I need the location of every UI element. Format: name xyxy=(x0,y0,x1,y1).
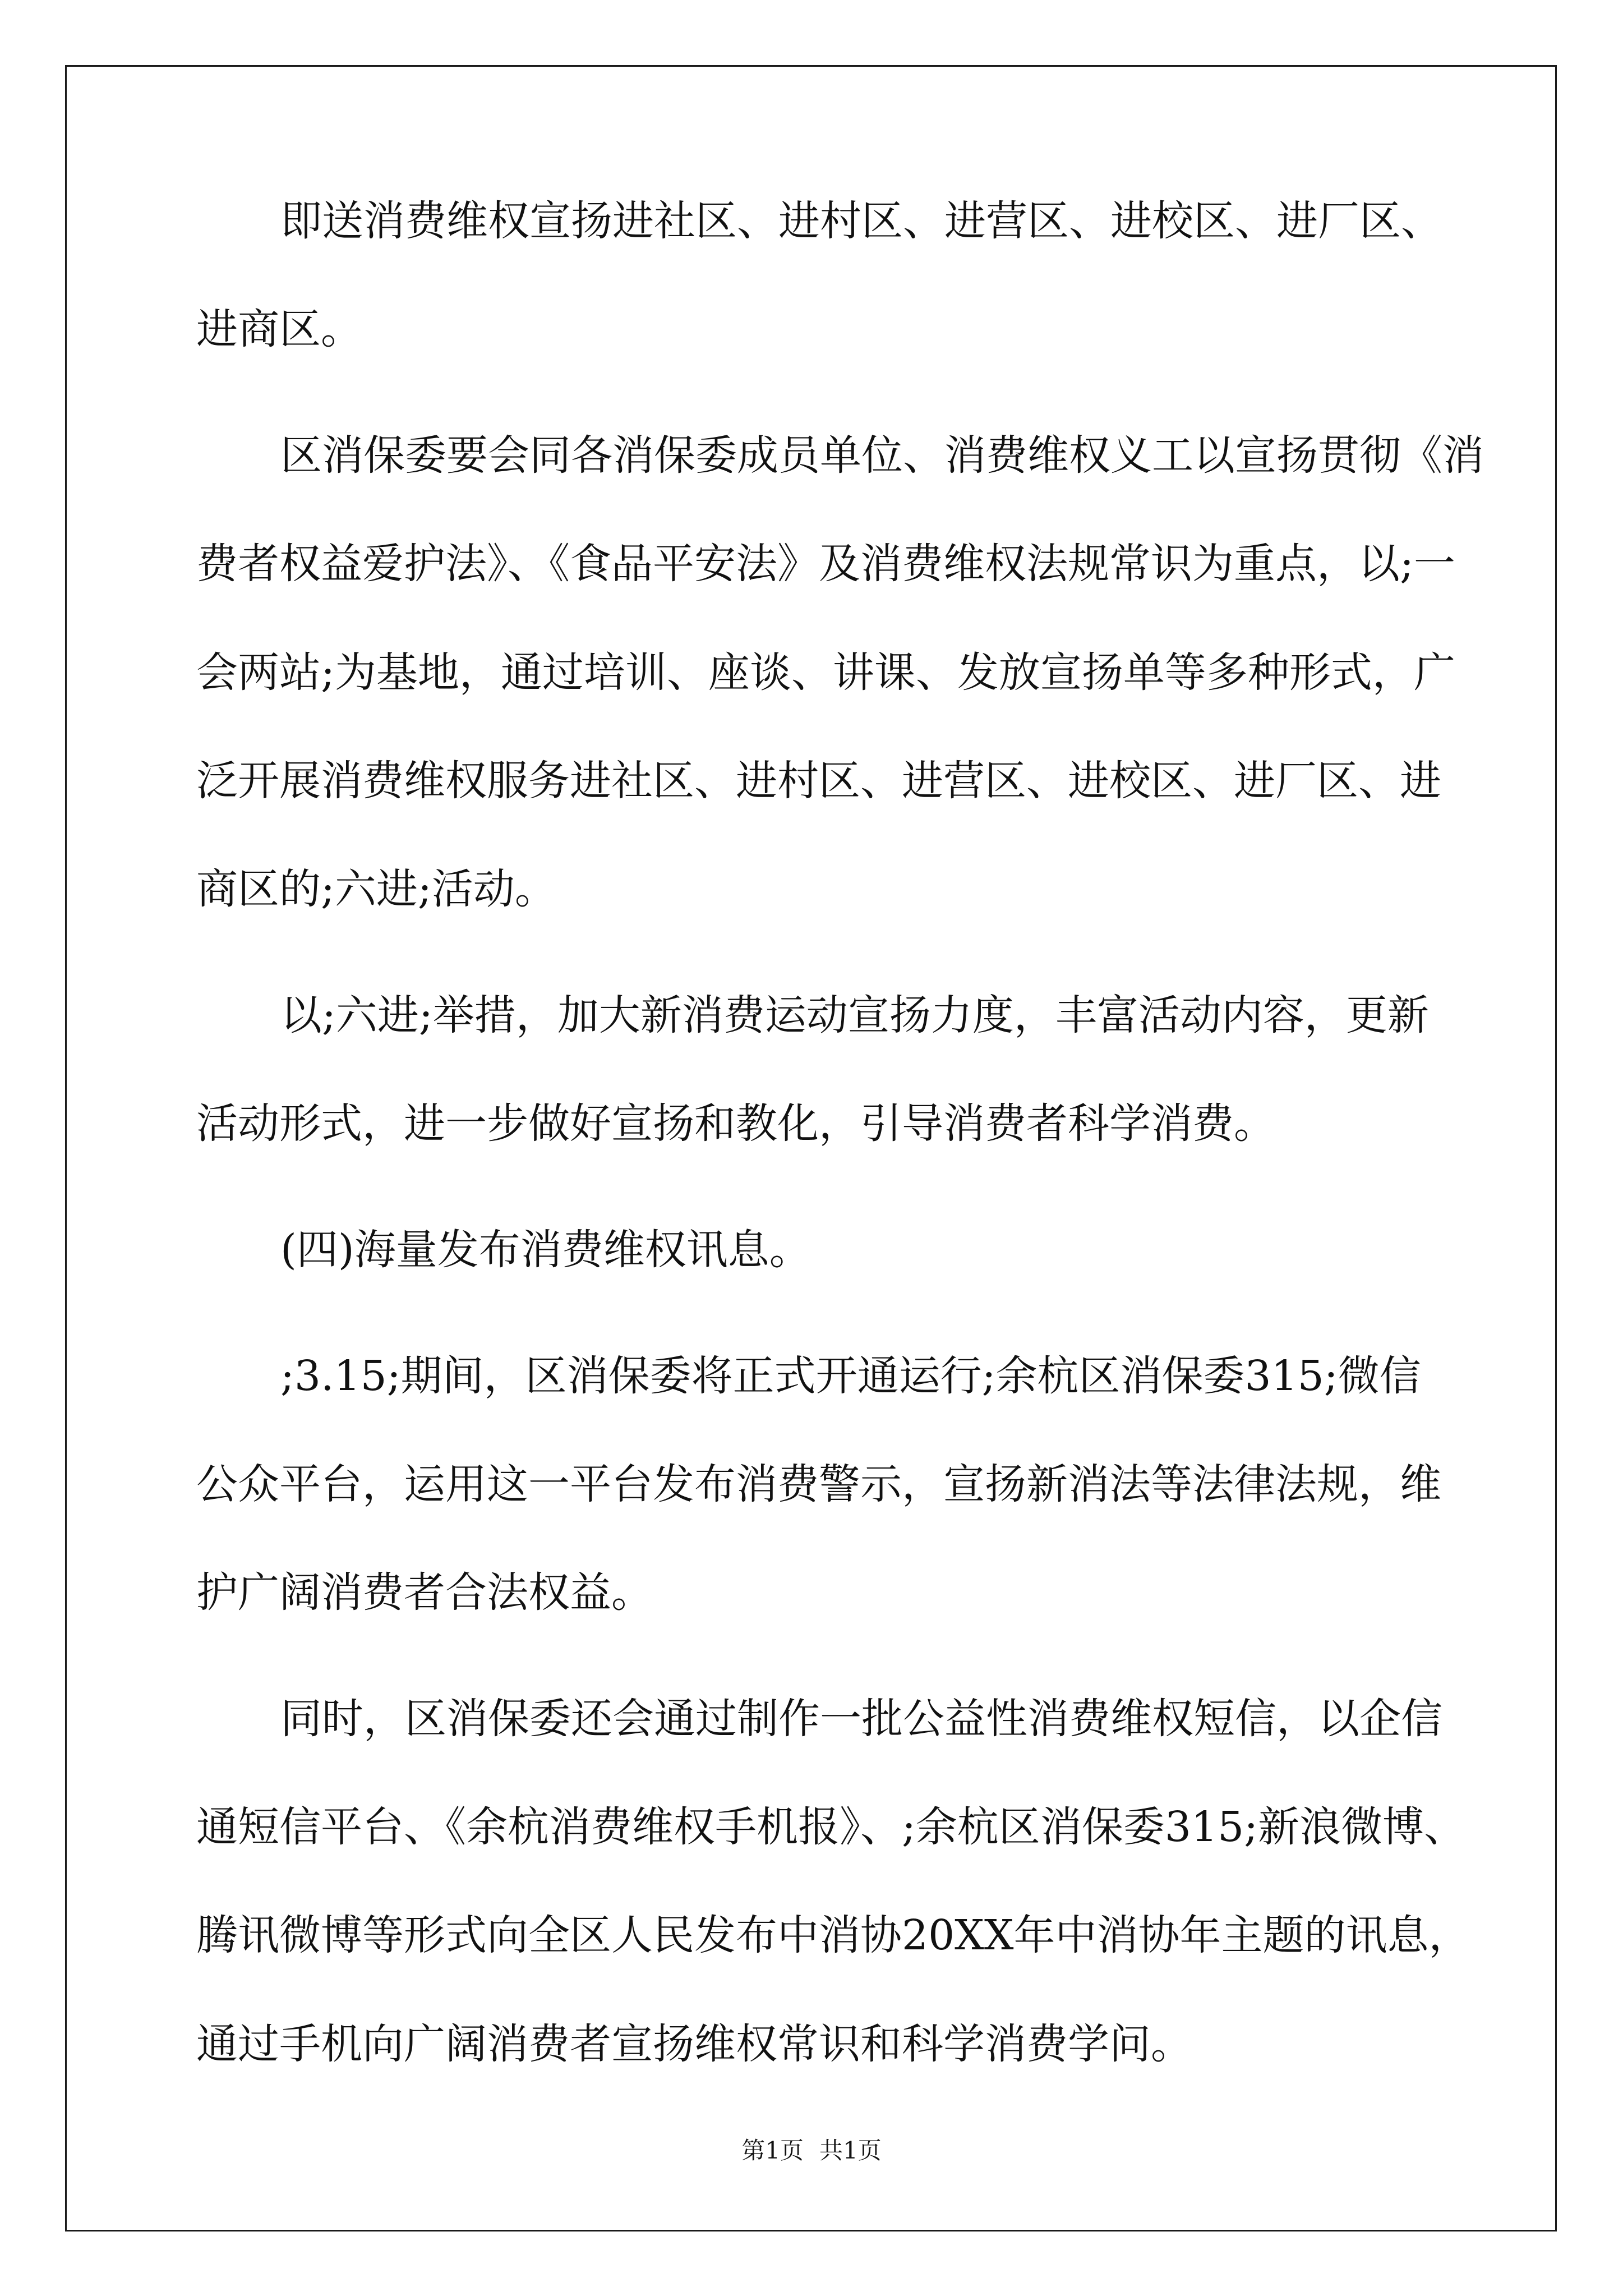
text-line: (四)海量发布消费维权讯息。 xyxy=(280,1226,811,1274)
text-line: 以;六进;举措，加大新消费运动宣扬力度，丰富活动内容，更新 xyxy=(280,991,1429,1039)
text-line: 活动形式，进一步做好宣扬和教化，引导消费者科学消费。 xyxy=(196,1099,1275,1148)
page-total: 共1页 xyxy=(819,2137,882,2164)
text-line: 公众平台，运用这一平台发布消费警示，宣扬新消法等法律法规，维 xyxy=(196,1460,1441,1508)
text-line: 腾讯微博等形式向全区人民发布中消协20XX年中消协年主题的讯息， xyxy=(196,1911,1470,1959)
text-line: 通过手机向广阔消费者宣扬维权常识和科学消费学问。 xyxy=(196,2020,1192,2068)
text-line: ;3.15;期间，区消保委将正式开通运行;余杭区消保委315;微信 xyxy=(280,1352,1421,1400)
text-line: 同时，区消保委还会通过制作一批公益性消费维权短信，以企信 xyxy=(280,1695,1442,1743)
text-line: 泛开展消费维权服务进社区、进村区、进营区、进校区、进厂区、进 xyxy=(196,757,1441,805)
text-line: 费者权益爱护法》、《食品平安法》及消费维权法规常识为重点，以;一 xyxy=(196,540,1455,588)
text-line: 会两站;为基地，通过培训、座谈、讲课、发放宣扬单等多种形式，广 xyxy=(196,648,1455,697)
text-line: 护广阔消费者合法权益。 xyxy=(196,1568,653,1617)
text-line: 商区的;六进;活动。 xyxy=(196,865,556,913)
page-footer xyxy=(0,2134,1623,2168)
text-line: 即送消费维权宣扬进社区、进村区、进营区、进校区、进厂区、 xyxy=(280,197,1442,245)
text-line: 区消保委要会同各消保委成员单位、消费维权义工以宣扬贯彻《消 xyxy=(280,431,1484,480)
text-line: 进商区。 xyxy=(196,305,362,353)
text-line: 通短信平台、《余杭消费维权手机报》、;余杭区消保委315;新浪微博、 xyxy=(196,1803,1466,1851)
page-number: 第1页 xyxy=(741,2137,804,2164)
